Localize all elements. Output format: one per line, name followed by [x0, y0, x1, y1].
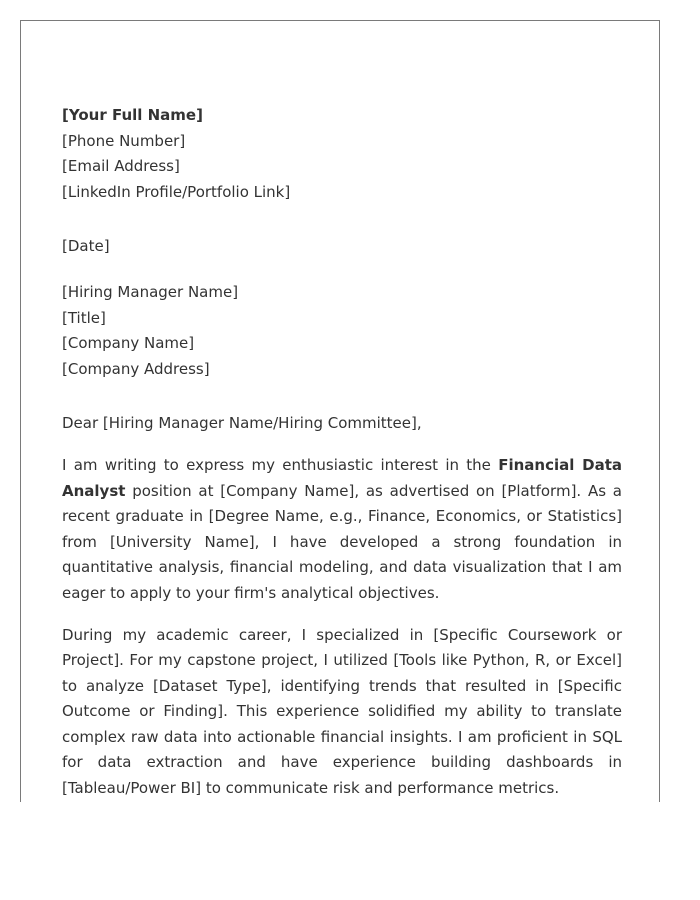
recipient-title: [Title]: [62, 308, 106, 327]
recipient-address: [Company Address]: [62, 359, 210, 378]
sender-name: [Your Full Name]: [62, 106, 203, 124]
recipient-block: [62, 280, 622, 382]
role-title: Financial Data Analyst: [62, 455, 622, 500]
letter-body: [62, 103, 622, 802]
sender-block: [62, 103, 622, 205]
sender-email: [Email Address]: [62, 157, 180, 176]
recipient-name: [Hiring Manager Name]: [62, 282, 239, 301]
letter-date: [Date]: [62, 237, 110, 256]
date-block: [62, 234, 622, 260]
greeting: Dear [Hiring Manager Name/Hiring Committee],: [62, 414, 422, 433]
paragraph-intro-start: I am writing to express my enthusiastic interest in the: [62, 455, 499, 474]
paragraph-experience: During my academic career, I specialized in [Specific Coursework or Project]. For my capstone project, I utilized [Tools like Python, R, or Excel] to analyze [Dataset Type], identifying trends that resulted in [Specific Outcome or Finding]. This experience solidified my ability to translate complex raw data into actionable financial insights. I am proficient in SQL for data extraction and have experience building dashboards in [Tableau/Power BI] to communicate risk and performance metrics.: [62, 625, 622, 798]
paragraph-intro-end: position at [Company Name], as advertised on [Platform]. As a recent graduate in [Degree Name, e.g., Finance, Economics, or Statistics] from [University Name], I have developed a strong foundation in quantitative analysis, financial modeling, and data visualization that I am eager to apply to your firm's analytical objectives.: [62, 481, 622, 602]
document-page: [20, 20, 660, 802]
sender-phone: [Phone Number]: [62, 131, 186, 150]
paragraph-intro: [62, 453, 622, 607]
sender-link: [LinkedIn Profile/Portfolio Link]: [62, 182, 291, 201]
recipient-company: [Company Name]: [62, 334, 195, 353]
greeting-block: [62, 411, 622, 437]
